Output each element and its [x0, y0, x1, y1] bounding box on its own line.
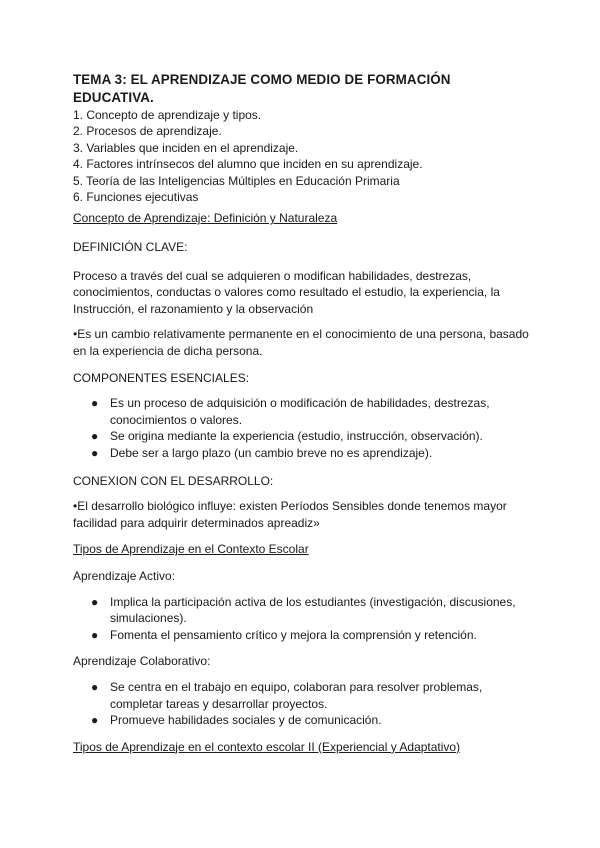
- index-item: 2. Procesos de aprendizaje.: [73, 124, 222, 139]
- section-heading-concepto: Concepto de Aprendizaje: Definición y Naturaleza: [73, 211, 338, 226]
- activo-list: [73, 594, 533, 644]
- definicion-label: DEFINICIÓN CLAVE:: [73, 240, 188, 255]
- list-item-text: Se centra en el trabajo en equipo, colaboran para resolver problemas, completar tareas y desarrollar proyectos.: [110, 679, 483, 711]
- list-item: [73, 428, 533, 445]
- list-item-text: Implica la participación activa de los estudiantes (investigación, discusiones, simulaciones).: [110, 594, 516, 626]
- topic-index: [73, 107, 533, 205]
- document-page: [73, 71, 533, 755]
- list-item-text: Promueve habilidades sociales y de comunicación.: [110, 713, 382, 728]
- list-item-text: Debe ser a largo plazo (un cambio breve no es aprendizaje).: [110, 445, 433, 460]
- list-item: [73, 627, 533, 644]
- colaborativo-list: [73, 679, 533, 729]
- list-item: [73, 445, 533, 462]
- bullet-icon: ●: [91, 679, 99, 694]
- list-item: [73, 594, 533, 627]
- index-item: 3. Variables que inciden en el aprendizaje.: [73, 140, 299, 155]
- list-item: [73, 679, 533, 712]
- index-item: 5. Teoría de las Inteligencias Múltiples en Educación Primaria: [73, 173, 400, 188]
- conexion-label: CONEXION CON EL DESARROLLO:: [73, 473, 274, 488]
- bullet-icon: ●: [91, 445, 99, 460]
- section-heading-tipos: Tipos de Aprendizaje en el Contexto Escolar: [73, 542, 309, 557]
- bullet-icon: ●: [91, 429, 99, 444]
- conexion-text: •El desarrollo biológico influye: existen Períodos Sensibles donde tenemos mayor facilidad para adquirir determinados apreadiz»: [73, 499, 507, 530]
- activo-label: Aprendizaje Activo:: [73, 568, 176, 583]
- bullet-icon: ●: [91, 594, 99, 609]
- index-item: 4. Factores intrínsecos del alumno que inciden en su aprendizaje.: [73, 157, 423, 172]
- index-item: 1. Concepto de aprendizaje y tipos.: [73, 108, 262, 122]
- cambio-text: •Es un cambio relativamente permanente en el conocimiento de una persona, basado en la experiencia de dicha persona.: [73, 327, 529, 358]
- colaborativo-label: Aprendizaje Colaborativo:: [73, 654, 211, 669]
- bullet-icon: ●: [91, 713, 99, 728]
- list-item-text: Fomenta el pensamiento crítico y mejora la comprensión y retención.: [110, 627, 477, 642]
- bullet-icon: ●: [91, 627, 99, 642]
- list-item-text: Es un proceso de adquisición o modificación de habilidades, destrezas, conocimientos o valores.: [110, 396, 490, 427]
- list-item: [73, 712, 533, 729]
- bullet-icon: ●: [91, 396, 99, 411]
- list-item-text: Se origina mediante la experiencia (estudio, instrucción, observación).: [110, 429, 483, 444]
- list-item: [73, 395, 533, 428]
- componentes-label: COMPONENTES ESENCIALES:: [73, 370, 250, 385]
- section-heading-tipos-ii: Tipos de Aprendizaje en el contexto escolar II (Experiencial y Adaptativo): [73, 739, 461, 754]
- definicion-text: Proceso a través del cual se adquieren o modifican habilidades, destrezas, conocimientos, conductas o valores como resultado el estudio, la experiencia, la Instrucción, el razonamiento y la observación: [73, 268, 500, 316]
- document-title: TEMA 3: EL APRENDIZAJE COMO MEDIO DE FORMACIÓN EDUCATIVA.: [73, 72, 451, 105]
- componentes-list: [73, 395, 533, 461]
- index-item: 6. Funciones ejecutivas: [73, 190, 199, 205]
